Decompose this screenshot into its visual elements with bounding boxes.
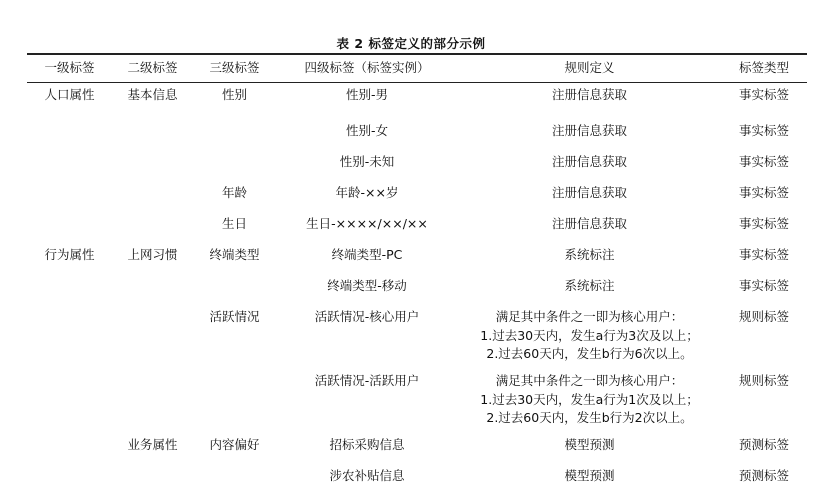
cell-level2 <box>112 368 193 432</box>
cell-level4: 招标采购信息 <box>329 437 405 452</box>
cell-level3: 性别 <box>221 87 247 102</box>
cell-type: 规则标签 <box>738 373 789 388</box>
cell-type: 事实标签 <box>738 216 789 231</box>
cell-level4: 涉农补贴信息 <box>329 468 405 483</box>
table-row <box>27 242 807 273</box>
cell-level1 <box>27 149 112 180</box>
cell-level1 <box>27 211 112 242</box>
rule-line: 2.过去60天内，发生b行为6次以上。 <box>486 346 693 361</box>
cell-level4: 年龄-××岁 <box>335 185 399 200</box>
cell-level3 <box>193 368 276 432</box>
header-level4: 四级标签（标签实例） <box>304 60 430 75</box>
cell-level1 <box>27 304 112 368</box>
cell-level3 <box>193 149 276 180</box>
cell-rule: 注册信息获取 <box>551 216 627 231</box>
cell-level1 <box>27 273 112 304</box>
table-row <box>27 118 807 149</box>
cell-level1 <box>27 368 112 432</box>
cell-level1 <box>27 432 112 463</box>
cell-rule: 注册信息获取 <box>551 123 627 138</box>
table-row <box>27 149 807 180</box>
table-caption: 表 2 标签定义的部分示例 <box>336 36 486 51</box>
cell-level2 <box>112 304 193 368</box>
cell-level1 <box>27 463 112 494</box>
cell-type: 预测标签 <box>738 437 789 452</box>
rule-line: 满足其中条件之一即为核心用户： <box>495 309 684 324</box>
rule-line: 1.过去30天内，发生a行为1次及以上； <box>480 391 699 407</box>
cell-rule: 注册信息获取 <box>551 185 627 200</box>
cell-level1 <box>27 118 112 149</box>
cell-level2 <box>112 463 193 494</box>
cell-level3: 生日 <box>221 216 247 231</box>
cell-rule: 模型预测 <box>564 437 615 452</box>
cell-rule: 注册信息获取 <box>551 87 627 102</box>
cell-level2 <box>112 149 193 180</box>
table-header-row <box>27 54 807 82</box>
header-level2: 二级标签 <box>127 60 178 75</box>
tag-definition-table <box>27 54 807 494</box>
cell-rule: 模型预测 <box>564 468 615 483</box>
cell-level2: 业务属性 <box>127 437 178 452</box>
table-row <box>27 180 807 211</box>
header-level3: 三级标签 <box>209 60 260 75</box>
cell-level2 <box>112 118 193 149</box>
cell-level3 <box>193 463 276 494</box>
cell-level2 <box>112 273 193 304</box>
cell-type: 规则标签 <box>738 309 789 324</box>
header-type: 标签类型 <box>738 60 789 75</box>
table-row <box>27 211 807 242</box>
cell-level4: 性别-女 <box>345 123 388 138</box>
cell-level1: 行为属性 <box>44 247 95 262</box>
cell-rule <box>458 368 721 432</box>
cell-level3 <box>193 273 276 304</box>
cell-level4: 性别-男 <box>345 87 388 102</box>
cell-type: 事实标签 <box>738 154 789 169</box>
cell-level3: 年龄 <box>221 185 247 200</box>
cell-level2: 上网习惯 <box>127 247 178 262</box>
table-row <box>27 463 807 494</box>
header-level1: 一级标签 <box>44 60 95 75</box>
cell-level4: 活跃情况-活跃用户 <box>314 373 420 388</box>
cell-rule: 系统标注 <box>564 247 615 262</box>
table-row <box>27 304 807 368</box>
cell-level3: 终端类型 <box>209 247 260 262</box>
cell-type: 事实标签 <box>738 185 789 200</box>
cell-rule <box>458 304 721 368</box>
cell-level1: 人口属性 <box>44 87 95 102</box>
header-rule: 规则定义 <box>564 60 615 75</box>
cell-level4: 活跃情况-核心用户 <box>314 309 420 324</box>
cell-level4: 终端类型-PC <box>331 247 403 262</box>
cell-level2 <box>112 180 193 211</box>
cell-level4: 终端类型-移动 <box>327 278 407 293</box>
table-row <box>27 82 807 118</box>
cell-type: 事实标签 <box>738 123 789 138</box>
table-row <box>27 432 807 463</box>
cell-type: 事实标签 <box>738 247 789 262</box>
cell-level4: 性别-未知 <box>339 154 395 169</box>
rule-line: 2.过去60天内，发生b行为2次以上。 <box>486 410 693 425</box>
rule-line: 1.过去30天内，发生a行为3次及以上； <box>480 327 699 343</box>
cell-type: 预测标签 <box>738 468 789 483</box>
cell-rule: 系统标注 <box>564 278 615 293</box>
cell-level4: 生日-××××/××/×× <box>306 216 428 231</box>
cell-level3: 活跃情况 <box>209 309 260 324</box>
cell-type: 事实标签 <box>738 278 789 293</box>
cell-rule: 注册信息获取 <box>551 154 627 169</box>
cell-type: 事实标签 <box>738 87 789 102</box>
cell-level3 <box>193 118 276 149</box>
cell-level1 <box>27 180 112 211</box>
cell-level2: 基本信息 <box>127 87 178 102</box>
cell-level3: 内容偏好 <box>209 437 260 452</box>
rule-line: 满足其中条件之一即为核心用户： <box>495 373 684 388</box>
table-row <box>27 273 807 304</box>
cell-level2 <box>112 211 193 242</box>
table-row <box>27 368 807 432</box>
